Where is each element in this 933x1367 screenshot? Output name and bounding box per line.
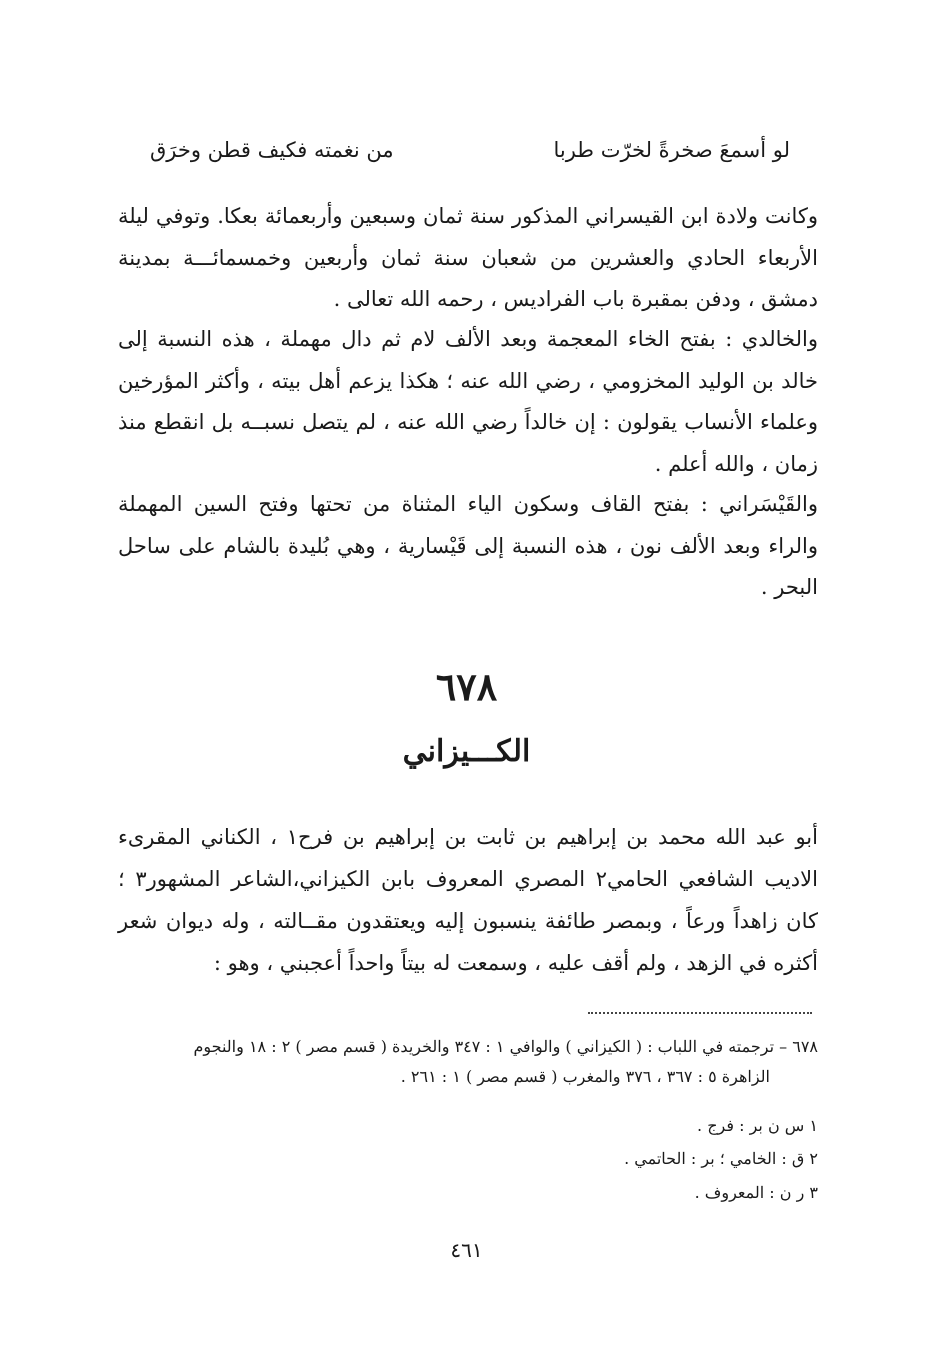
- footnote-3: ٣ ر ن : المعروف .: [694, 1183, 818, 1202]
- paragraph-qaysarani: والقَيْسَراني : بفتح القاف وسكون الياء المثناة من تحتها وفتح السين المهملة والراء وبعد الألف نون ، هذه النسبة إلى قَيْسارية ، وهي بُليدة بالشام على ساحل البحر .: [118, 492, 818, 599]
- entry-name: الكـــيزاني: [402, 734, 531, 769]
- footnote-2: ٢ ق : الخامي ؛ بر : الحاتمي .: [624, 1149, 818, 1168]
- footnote-divider: [588, 1012, 812, 1014]
- footnote-sources-line2: الزاهرة ٥ : ٣٦٧ ، ٣٧٦ والمغرب ( قسم مصر ) ١ : ٢٦١ .: [400, 1067, 770, 1086]
- footnote-sources: [118, 1032, 818, 1092]
- page-number: ٤٦١: [450, 1238, 483, 1262]
- poetry-verse: [150, 138, 790, 162]
- verse-hemistich-right: لو أسمعَ صخرةً لخرّت طربا: [553, 138, 790, 162]
- entry-number: ٦٧٨: [435, 664, 498, 709]
- entry-biography: أبو عبد الله محمد بن إبراهيم بن ثابت بن إبراهيم بن فرح١ ، الكناني المقرىء الاديب الشافعي الحامي٢ المصري المعروف بابن الكيزاني،الشاعر المشهور٣ ؛ كان زاهداً ورعاً ، وبمصر طائفة ينسبون إليه ويعتقدون مقــالته ، وله ديوان شعر أكثره في الزهد ، ولم أقف عليه ، وسمعت له بيتاً واحداً أعجبني ، وهو :: [118, 825, 818, 975]
- paragraph-khalidi: والخالدي : بفتح الخاء المعجمة وبعد الألف لام ثم دال مهملة ، هذه النسبة إلى خالد بن الوليد المخزومي ، رضي الله عنه ؛ هكذا يزعم أهل بيته ، وأكثر المؤرخين وعلماء الأنساب يقولون : إن خالداً رضي الله عنه ، لم يتصل نسبــه بل انقطع منذ زمان ، والله أعلم .: [118, 327, 818, 476]
- verse-hemistich-left: من نغمته فكيف قطن وخرَق: [150, 138, 394, 162]
- footnote-sources-line1: ٦٧٨ – ترجمته في اللباب : ( الكيزاني ) والوافي ١ : ٣٤٧ والخريدة ( قسم مصر ) ٢ : ١٨ والنجوم: [193, 1037, 818, 1056]
- paragraph-death-date: وكانت ولادة ابن القيسراني المذكور سنة ثمان وسبعين وأربعمائة بعكا. وتوفي ليلة الأربعاء الحادي والعشرين من شعبان سنة ثمان وأربعين وخمسمائـــة بمدينة دمشق ، ودفن بمقبرة باب الفراديس ، رحمه الله تعالى .: [118, 204, 818, 311]
- footnote-1: ١ س ن بر : فرج .: [697, 1116, 818, 1135]
